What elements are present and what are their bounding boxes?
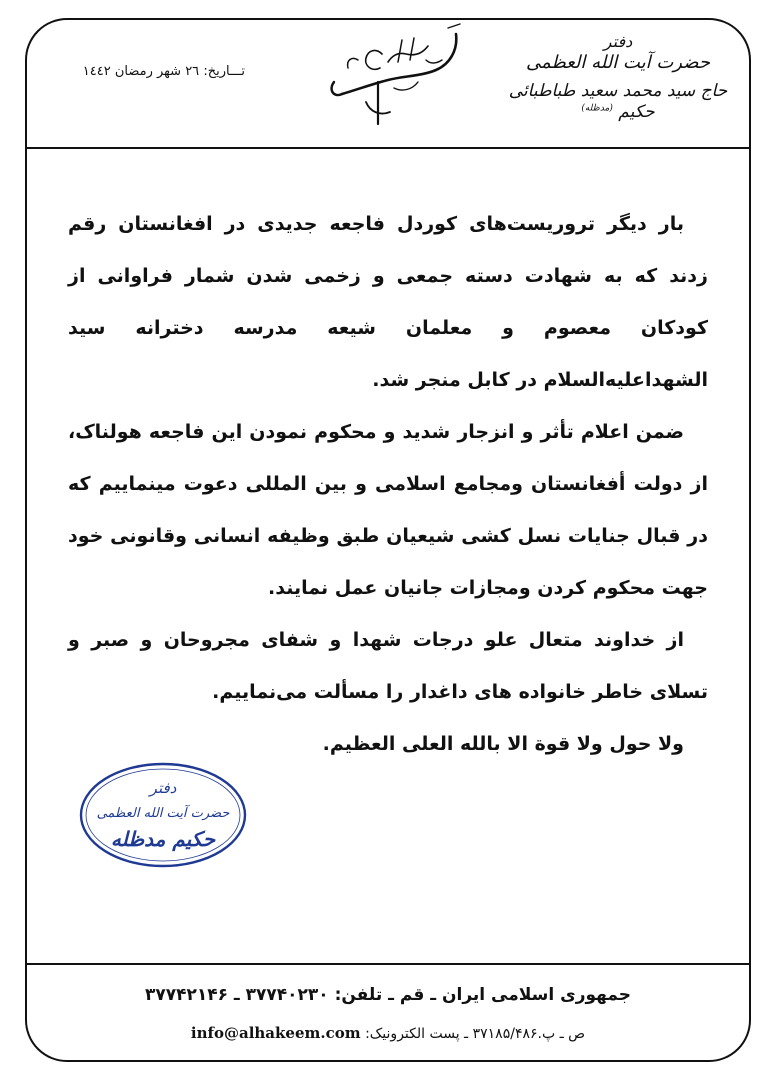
paragraph-1: بار دیگر تروریست‌های کوردل فاجعه جدیدی در افغانستان رقم زدند که به شهادت دسته جمعی و زخمی شدن شمار فراوانی از کودکان معصوم و معلمان شیعه مدرسه دخترانه سید الشهداعلیه‌السلام در کابل منجر شد. bbox=[68, 213, 708, 391]
office-seal bbox=[78, 760, 248, 870]
office-line-2: حضرت آیت الله العظمی bbox=[526, 52, 710, 73]
footer-postal: ص ـ پ.۳۷۱۸۵/۴۸۶ ـ پست الکترونیک: bbox=[365, 1026, 586, 1042]
seal-line-1: دفتر bbox=[149, 779, 177, 797]
footer-contact bbox=[27, 1024, 749, 1042]
office-title bbox=[498, 32, 738, 123]
seal-line-2: حضرت آیت الله العظمی bbox=[96, 806, 230, 821]
paragraph-3: از خداوند متعال علو درجات شهدا و شفای مجروحان و صبر و تسلای خاطر خانواده های داغدار را مسألت می‌نماییم. bbox=[68, 629, 708, 703]
date-label: تـــاريخ: bbox=[203, 64, 245, 79]
footer-address: جمهوری اسلامی ایران ـ قم ـ تلفن: ۳۷۷۴۰۲۳۰ ـ ۳۷۷۴۲۱۴۶ bbox=[144, 985, 632, 1005]
basmala-calligraphy bbox=[318, 20, 468, 130]
letter-body bbox=[68, 198, 708, 770]
basmala-text: بسم الله الرحمن الرحيم bbox=[387, 76, 399, 77]
footer-email[interactable]: info@alhakeem.com bbox=[190, 1024, 361, 1042]
date-value: ٢٦ شهر رمضان ١٤٤٢ bbox=[82, 64, 200, 79]
office-line-3 bbox=[498, 81, 738, 124]
seal-line-3: حکیم مدظله bbox=[110, 827, 216, 851]
office-name: حاج سید محمد سعید طباطبائی حکیم bbox=[508, 80, 728, 122]
paragraph-4: ولا حول ولا قوة الا بالله العلی العظیم. bbox=[322, 733, 684, 755]
letter-date bbox=[45, 64, 245, 79]
footer-divider bbox=[27, 963, 749, 965]
office-honor: (مدظله) bbox=[581, 103, 613, 114]
header-divider bbox=[27, 147, 749, 149]
paragraph-2: ضمن اعلام تأثر و انزجار شدید و محکوم نمودن این فاجعه هولناک، از دولت أفغانستان ومجامع اسلامی و بین المللی دعوت مینماییم که در قبال جنایات نسل کشی شیعیان طبق وظیفه انسانی وقانونی خود جهت محکوم کردن ومجازات جانیان عمل نمایند. bbox=[68, 421, 708, 599]
office-line-1: دفتر bbox=[603, 32, 633, 51]
